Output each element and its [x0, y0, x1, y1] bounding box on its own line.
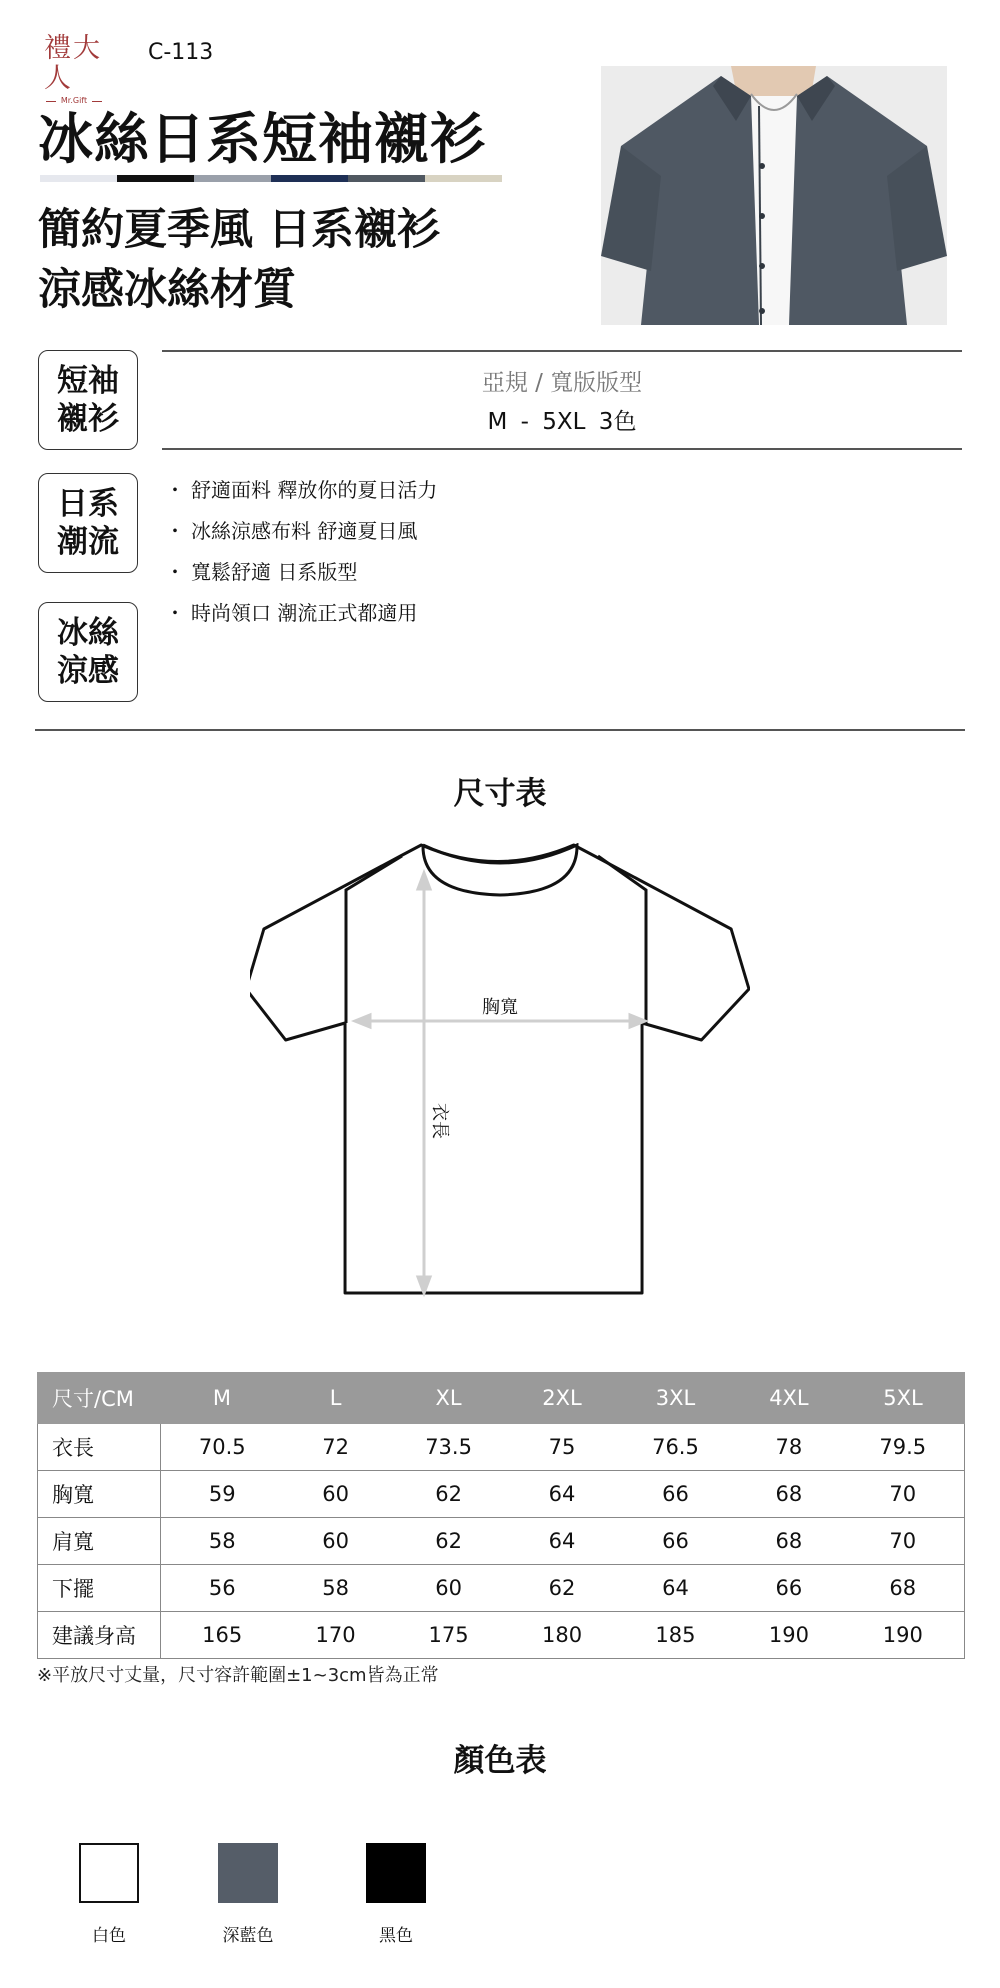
table-cell: 180 — [509, 1612, 614, 1659]
table-row — [38, 1565, 965, 1612]
color-chart-title: 顏色表 — [453, 1743, 547, 1779]
table-cell: 56 — [161, 1565, 284, 1612]
product-code: C-113 — [148, 40, 214, 65]
table-header-cell: 4XL — [736, 1373, 841, 1424]
table-cell: 68 — [842, 1565, 965, 1612]
table-header-cell: M — [161, 1373, 284, 1424]
table-cell: 58 — [161, 1518, 284, 1565]
table-row — [38, 1424, 965, 1471]
feature-item: ・ 冰絲涼感布料 舒適夏日風 — [165, 511, 437, 552]
product-photo — [601, 66, 947, 325]
shirt-photo-illustration — [601, 66, 947, 325]
table-row — [38, 1518, 965, 1565]
table-cell: 170 — [283, 1612, 387, 1659]
table-cell: 64 — [509, 1471, 614, 1518]
color-swatch — [366, 1843, 426, 1903]
color-strip-segment — [348, 175, 425, 182]
color-swatch-label: 黑色 — [379, 1926, 413, 1946]
color-strip-segment — [194, 175, 271, 182]
length-label: 衣長 — [429, 1103, 450, 1139]
table-header-cell: 2XL — [509, 1373, 614, 1424]
table-cell: 73.5 — [388, 1424, 510, 1471]
table-header-cell: XL — [388, 1373, 510, 1424]
table-cell: 70.5 — [161, 1424, 284, 1471]
color-strip-segment — [40, 175, 117, 182]
table-row — [38, 1471, 965, 1518]
table-cell: 78 — [736, 1424, 841, 1471]
table-header-cell: 3XL — [615, 1373, 737, 1424]
table-cell: 58 — [283, 1565, 387, 1612]
color-swatch — [79, 1843, 139, 1903]
color-strip-segment — [117, 175, 194, 182]
table-cell: 68 — [736, 1518, 841, 1565]
table-cell: 175 — [388, 1612, 510, 1659]
subtitle-line-2: 涼感冰絲材質 — [38, 265, 296, 315]
table-cell: 79.5 — [842, 1424, 965, 1471]
table-cell: 66 — [736, 1565, 841, 1612]
tag-ice-silk: 冰絲 涼感 — [38, 602, 138, 702]
tag-japanese-style: 日系 潮流 — [38, 473, 138, 573]
color-strip-segment — [271, 175, 348, 182]
size-range-text: M - 5XL 3色 — [487, 409, 637, 435]
color-swatch — [218, 1843, 278, 1903]
size-chart-title: 尺寸表 — [453, 776, 547, 812]
color-swatch-label: 深藍色 — [222, 1926, 274, 1946]
tag-short-sleeve: 短袖 襯衫 — [38, 350, 138, 450]
feature-item: ・ 舒適面料 釋放你的夏日活力 — [165, 470, 437, 511]
color-swatch-label: 白色 — [92, 1926, 126, 1946]
table-cell: 60 — [283, 1471, 387, 1518]
table-cell: 62 — [388, 1471, 510, 1518]
table-cell: 60 — [283, 1518, 387, 1565]
table-cell: 60 — [388, 1565, 510, 1612]
table-cell: 75 — [509, 1424, 614, 1471]
brand-name-en: Mr.Gift — [44, 96, 104, 105]
divider — [162, 448, 962, 450]
row-label: 建議身高 — [38, 1612, 161, 1659]
brand-name: 禮大人 — [44, 33, 102, 94]
feature-item: ・ 寬鬆舒適 日系版型 — [165, 552, 437, 593]
table-header-cell: L — [283, 1373, 387, 1424]
color-strip-segment — [425, 175, 502, 182]
table-cell: 64 — [615, 1565, 737, 1612]
chest-label: 胸寬 — [482, 997, 518, 1018]
color-strip — [40, 175, 502, 182]
table-row — [38, 1612, 965, 1659]
fit-text: 亞規 / 寬版版型 — [481, 370, 643, 396]
row-label: 肩寬 — [38, 1518, 161, 1565]
table-cell: 165 — [161, 1612, 284, 1659]
table-cell: 72 — [283, 1424, 387, 1471]
table-header-cell: 5XL — [842, 1373, 965, 1424]
divider — [162, 350, 962, 352]
table-cell: 64 — [509, 1518, 614, 1565]
table-header-cell: 尺寸/CM — [38, 1373, 161, 1424]
table-cell: 66 — [615, 1471, 737, 1518]
table-cell: 59 — [161, 1471, 284, 1518]
size-table — [37, 1372, 965, 1659]
table-cell: 66 — [615, 1518, 737, 1565]
subtitle-line-1: 簡約夏季風 日系襯衫 — [38, 205, 440, 255]
shirt-diagram — [250, 843, 750, 1303]
divider — [35, 729, 965, 731]
row-label: 胸寬 — [38, 1471, 161, 1518]
measurement-note: ※平放尺寸丈量，尺寸容許範圍±1~3cm皆為正常 — [37, 1665, 439, 1686]
table-cell: 62 — [509, 1565, 614, 1612]
product-title: 冰絲日系短袖襯衫 — [38, 107, 487, 171]
feature-item: ・ 時尚領口 潮流正式都適用 — [165, 593, 437, 634]
table-cell: 190 — [736, 1612, 841, 1659]
table-cell: 70 — [842, 1518, 965, 1565]
feature-list — [165, 470, 437, 634]
table-header-row — [38, 1373, 965, 1424]
table-cell: 190 — [842, 1612, 965, 1659]
table-cell: 185 — [615, 1612, 737, 1659]
table-cell: 62 — [388, 1518, 510, 1565]
table-cell: 68 — [736, 1471, 841, 1518]
table-cell: 70 — [842, 1471, 965, 1518]
row-label: 衣長 — [38, 1424, 161, 1471]
row-label: 下擺 — [38, 1565, 161, 1612]
table-cell: 76.5 — [615, 1424, 737, 1471]
